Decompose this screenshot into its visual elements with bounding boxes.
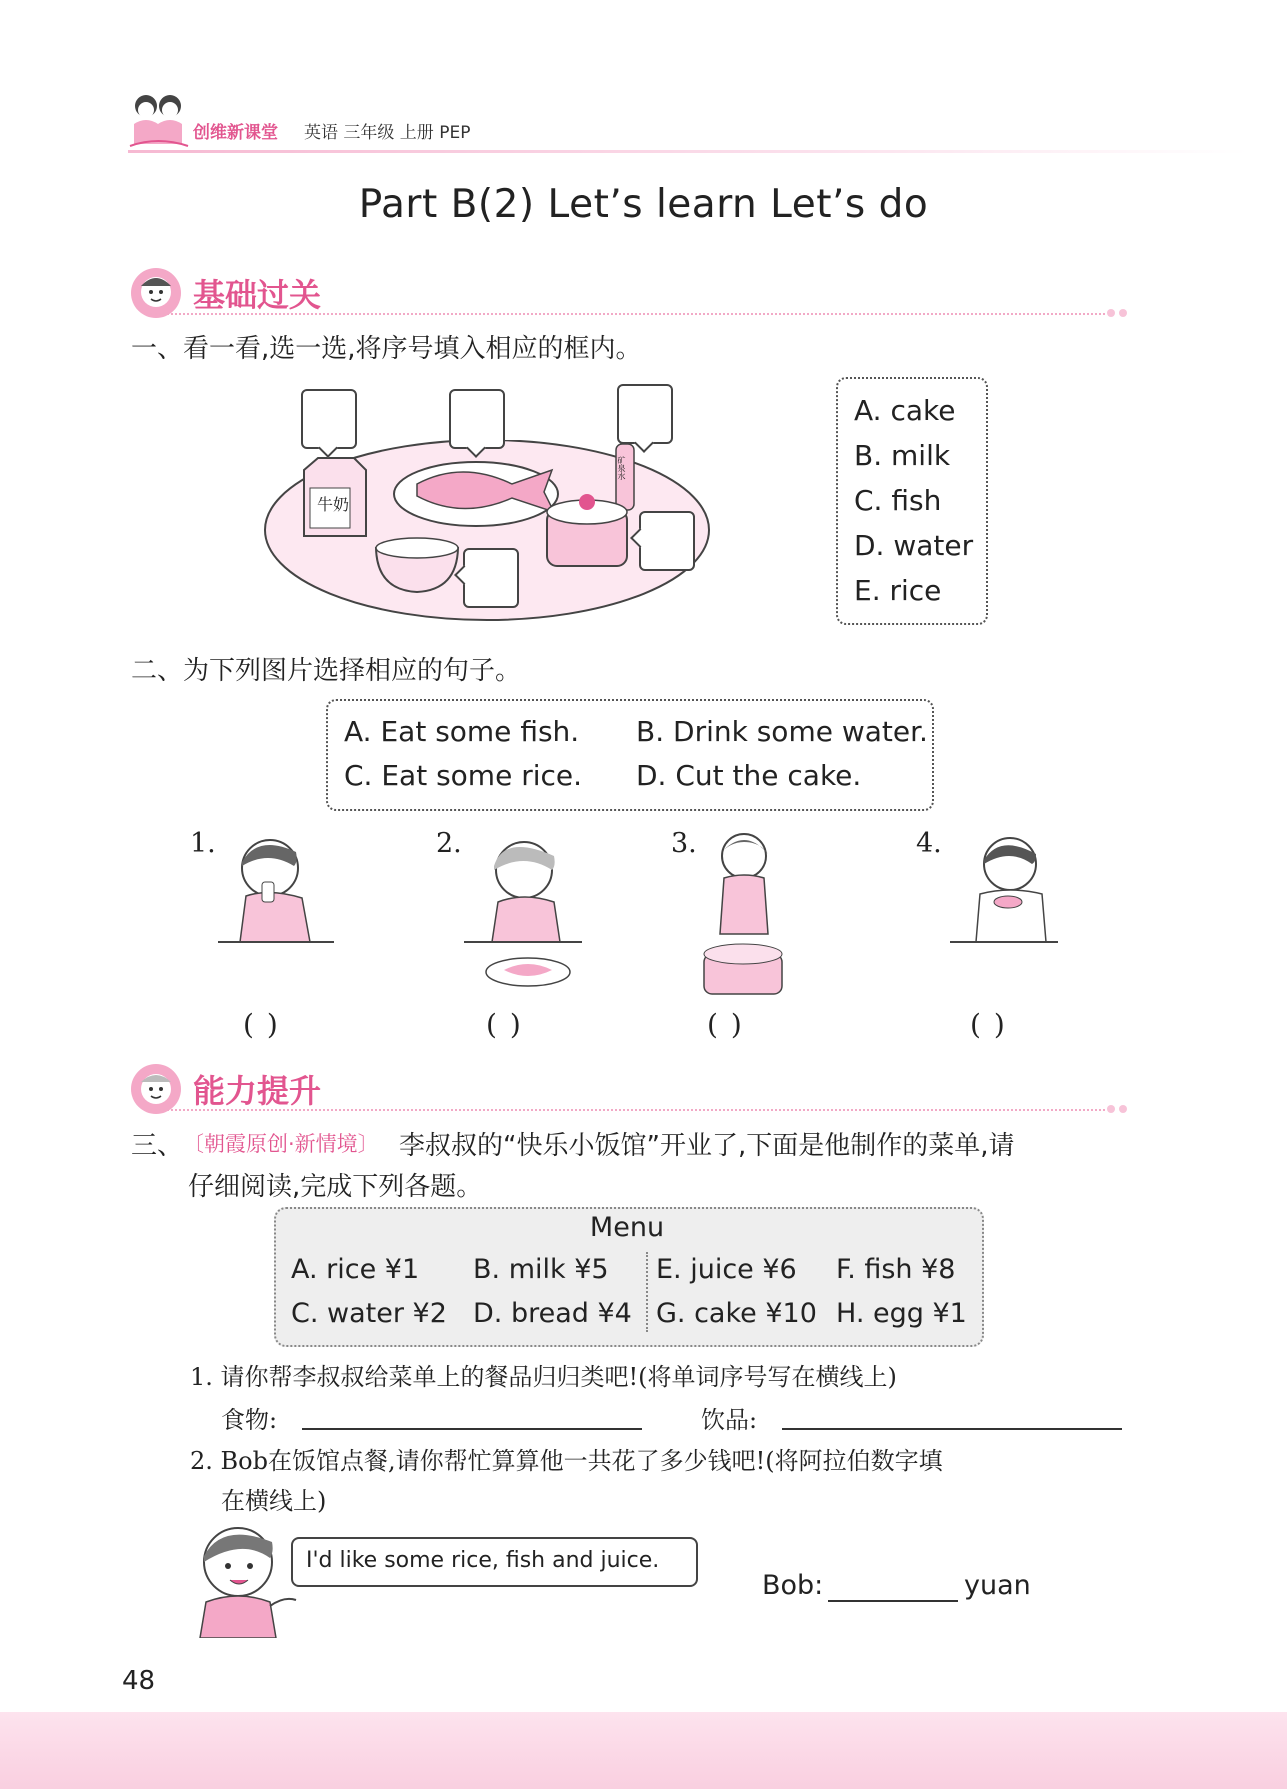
- bob-label: Bob:: [762, 1570, 824, 1601]
- question-3-title-line1: 李叔叔的“快乐小饭馆”开业了,下面是他制作的菜单,请: [399, 1131, 1015, 1161]
- menu-title: Menu: [589, 1212, 665, 1243]
- menu-item-rice: A. rice ¥1: [291, 1254, 420, 1285]
- picture-number-2: 2.: [436, 828, 462, 859]
- menu-item-bread: D. bread ¥4: [473, 1298, 632, 1329]
- question-3-tag: 〔朝霞原创·新情境〕: [183, 1132, 379, 1156]
- footer-band: [0, 1712, 1287, 1789]
- picture-number-3: 3.: [671, 828, 697, 859]
- page-title: Part B(2) Let’s learn Let’s do: [358, 182, 929, 227]
- answer-blank-2[interactable]: ( ): [486, 1008, 523, 1041]
- girl-eating-fish-illustration: [464, 830, 584, 996]
- bottle-label: 矿泉水: [617, 456, 626, 480]
- drink-answer-line[interactable]: [782, 1428, 1122, 1430]
- brand-name: 创维新课堂: [193, 123, 278, 143]
- option-eat-fish: A. Eat some fish.: [344, 715, 580, 748]
- section-heading-basics: 基础过关: [193, 276, 322, 314]
- drink-label: 饮品:: [701, 1406, 758, 1434]
- decor-dots: [1107, 302, 1131, 321]
- option-drink-water: B. Drink some water.: [636, 715, 928, 748]
- section-divider: [150, 313, 1105, 315]
- bob-answer-line[interactable]: [828, 1600, 958, 1602]
- answer-box-cake[interactable]: [639, 511, 695, 571]
- header-divider: [128, 150, 1248, 153]
- menu-divider: [646, 1252, 648, 1332]
- food-answer-line[interactable]: [302, 1428, 642, 1430]
- milk-carton-label: 牛奶: [317, 495, 350, 514]
- yuan-label: yuan: [964, 1570, 1031, 1601]
- sub-question-1: 1. 请你帮李叔叔给菜单上的餐品归归类吧!(将单词序号写在横线上): [190, 1363, 897, 1391]
- section-divider: [150, 1109, 1105, 1111]
- option-water: D. water: [854, 529, 974, 562]
- menu-item-fish: F. fish ¥8: [836, 1254, 956, 1285]
- question-1-title: 一、看一看,选一选,将序号填入相应的框内。: [131, 334, 642, 364]
- picture-number-1: 1.: [190, 828, 216, 859]
- answer-box-rice[interactable]: [463, 548, 519, 608]
- menu-item-milk: B. milk ¥5: [473, 1254, 609, 1285]
- option-fish: C. fish: [854, 484, 942, 517]
- book-info: 英语 三年级 上册 PEP: [304, 123, 471, 143]
- page-number: 48: [122, 1666, 156, 1696]
- answer-box-fish[interactable]: [449, 389, 505, 449]
- answer-blank-1[interactable]: ( ): [243, 1008, 280, 1041]
- answer-box-water[interactable]: [617, 384, 673, 444]
- answer-blank-4[interactable]: ( ): [970, 1008, 1007, 1041]
- speech-text: I'd like some rice, fish and juice.: [306, 1548, 660, 1573]
- option-rice: E. rice: [854, 574, 942, 607]
- picture-number-4: 4.: [916, 828, 942, 859]
- bob-boy-illustration: [192, 1520, 304, 1638]
- question-3-title-line2: 仔细阅读,完成下列各题。: [188, 1172, 483, 1202]
- teacher-avatar-icon: [129, 1062, 185, 1116]
- question-3-prefix: 三、: [131, 1131, 184, 1161]
- food-label: 食物:: [221, 1406, 278, 1434]
- q1-options: [854, 388, 973, 613]
- teacher-avatar-icon: [129, 266, 185, 320]
- option-milk: B. milk: [854, 439, 951, 472]
- option-eat-rice: C. Eat some rice.: [344, 759, 583, 792]
- answer-blank-3[interactable]: ( ): [707, 1008, 744, 1041]
- section-heading-advanced: 能力提升: [193, 1072, 322, 1110]
- sub-question-2-line1: 2. Bob在饭馆点餐,请你帮忙算算他一共花了多少钱吧!(将阿拉伯数字填: [190, 1447, 943, 1475]
- question-2-title: 二、为下列图片选择相应的句子。: [131, 656, 522, 686]
- menu-item-juice: E. juice ¥6: [656, 1254, 797, 1285]
- girl-cutting-cake-illustration: [700, 830, 790, 998]
- menu-item-egg: H. egg ¥1: [836, 1298, 967, 1329]
- boy-drinking-illustration: [218, 832, 338, 944]
- boy-eating-rice-illustration: [950, 832, 1062, 944]
- option-cut-cake: D. Cut the cake.: [636, 759, 862, 792]
- menu-item-cake: G. cake ¥10: [656, 1298, 817, 1329]
- sub-question-2-line2: 在横线上): [221, 1487, 327, 1515]
- answer-box-milk[interactable]: [301, 389, 357, 449]
- kids-logo-icon: [126, 88, 192, 152]
- option-cake: A. cake: [854, 394, 956, 427]
- decor-dots: [1107, 1098, 1131, 1117]
- menu-item-water: C. water ¥2: [291, 1298, 447, 1329]
